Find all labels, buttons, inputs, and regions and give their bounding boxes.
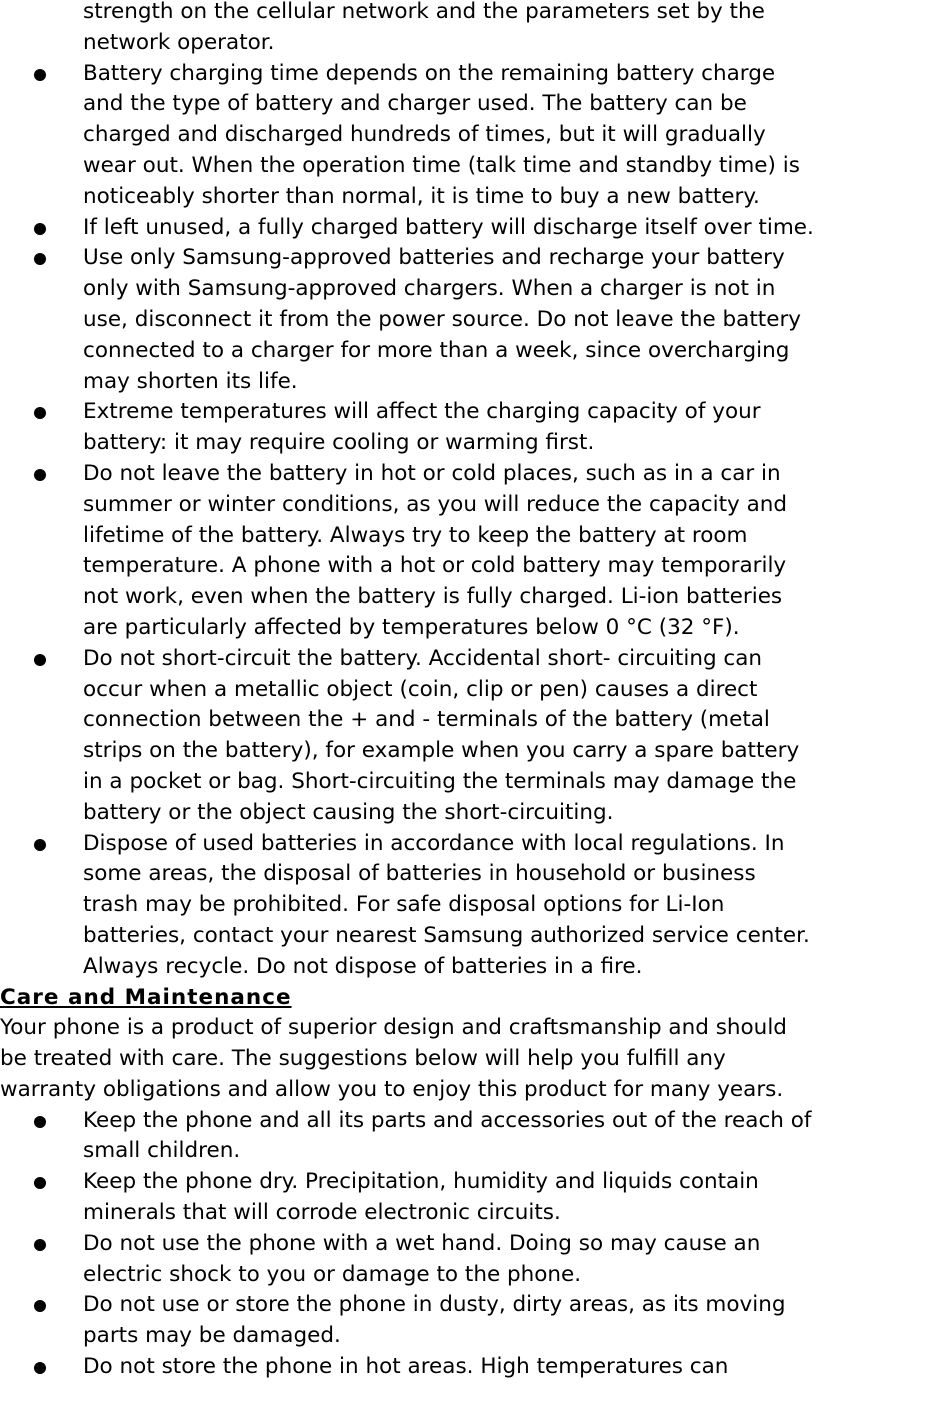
bullet-icon bbox=[34, 469, 46, 481]
list-item-text: Keep the phone and all its parts and accessories out of the reach of small children. bbox=[83, 1107, 812, 1164]
bullet-icon bbox=[34, 1116, 46, 1128]
list-item-text: Do not store the phone in hot areas. High temperatures can bbox=[83, 1354, 729, 1380]
list-item bbox=[0, 1290, 941, 1352]
bullet-icon bbox=[34, 1177, 46, 1189]
list-item-text: Dispose of used batteries in accordance with local regulations. In some areas, the disposal of batteries in household or business trash may be prohibited. For safe disposal options for Li-Ion batteries, contact your nearest Samsung authorized service center. Always recycle. Do not dispose of batteries in a fire. bbox=[83, 830, 810, 979]
list-item bbox=[0, 1106, 941, 1168]
list-item-text: Keep the phone dry. Precipitation, humidity and liquids contain minerals that will corrode electronic circuits. bbox=[83, 1169, 759, 1226]
bullet-icon bbox=[34, 839, 46, 851]
bullet-icon bbox=[34, 69, 46, 81]
list-item-text: Do not use the phone with a wet hand. Doing so may cause an electric shock to you or damage to the phone. bbox=[83, 1230, 761, 1287]
bullet-icon bbox=[34, 1300, 46, 1312]
list-item bbox=[0, 1229, 941, 1291]
bullet-icon bbox=[34, 1239, 46, 1251]
list-item bbox=[0, 459, 941, 644]
bullet-icon bbox=[34, 223, 46, 235]
care-bullet-list bbox=[0, 1106, 945, 1383]
bullet-icon bbox=[34, 654, 46, 666]
list-item-text: Extreme temperatures will affect the charging capacity of your battery: it may require cooling or warming first. bbox=[83, 399, 761, 456]
list-item-text: Do not short-circuit the battery. Accidental short- circuiting can occur when a metallic object (coin, clip or pen) causes a direct connection between the + and - terminals of the battery (metal strips on the battery), for example when you carry a spare battery in a pocket or bag. Short-circuiting the terminals may damage the battery or the object causing the short-circuiting. bbox=[83, 645, 800, 825]
bullet-icon bbox=[34, 253, 46, 265]
list-item bbox=[0, 243, 941, 397]
continuation-text: strength on the cellular network and the parameters set by the network operator. bbox=[83, 0, 765, 55]
list-item-text: If left unused, a fully charged battery will discharge itself over time. bbox=[83, 214, 814, 240]
list-item bbox=[0, 213, 941, 244]
list-item bbox=[0, 397, 941, 459]
list-item bbox=[0, 1167, 941, 1229]
list-item bbox=[0, 59, 941, 213]
list-item-text: Use only Samsung-approved batteries and recharge your battery only with Samsung-approved chargers. When a charger is not in use, disconnect it from the power source. Do not leave the battery connected to a charger for more than a week, since overcharging may shorten its life. bbox=[83, 245, 802, 394]
bullet-icon bbox=[34, 407, 46, 419]
section-heading: Care and Maintenance bbox=[0, 984, 292, 1010]
list-item-text: Do not leave the battery in hot or cold places, such as in a car in summer or winter conditions, as you will reduce the capacity and lifetime of the battery. Always try to keep the battery at room temperature. A phone with a hot or cold battery may temporarily not work, even when the battery is fully charged. Li-ion batteries are particularly affected by temperatures below 0 °C (32 °F). bbox=[83, 460, 788, 640]
section-intro: Your phone is a product of superior design and craftsmanship and should be treated with care. The suggestions below will help you fulfill any warranty obligations and allow you to enjoy this product for many years. bbox=[0, 1015, 787, 1102]
list-item bbox=[0, 1352, 941, 1383]
bullet-icon bbox=[34, 1362, 46, 1374]
list-item bbox=[0, 644, 941, 829]
list-item-text: Battery charging time depends on the remaining battery charge and the type of battery and charger used. The battery can be charged and discharged hundreds of times, but it will gradually wear out. When the operation time (talk time and standby time) is noticeably shorter than normal, it is time to buy a new battery. bbox=[83, 60, 800, 209]
list-item-text: Do not use or store the phone in dusty, dirty areas, as its moving parts may be damaged. bbox=[83, 1292, 786, 1349]
battery-bullet-list bbox=[0, 59, 945, 983]
list-item bbox=[0, 829, 941, 983]
